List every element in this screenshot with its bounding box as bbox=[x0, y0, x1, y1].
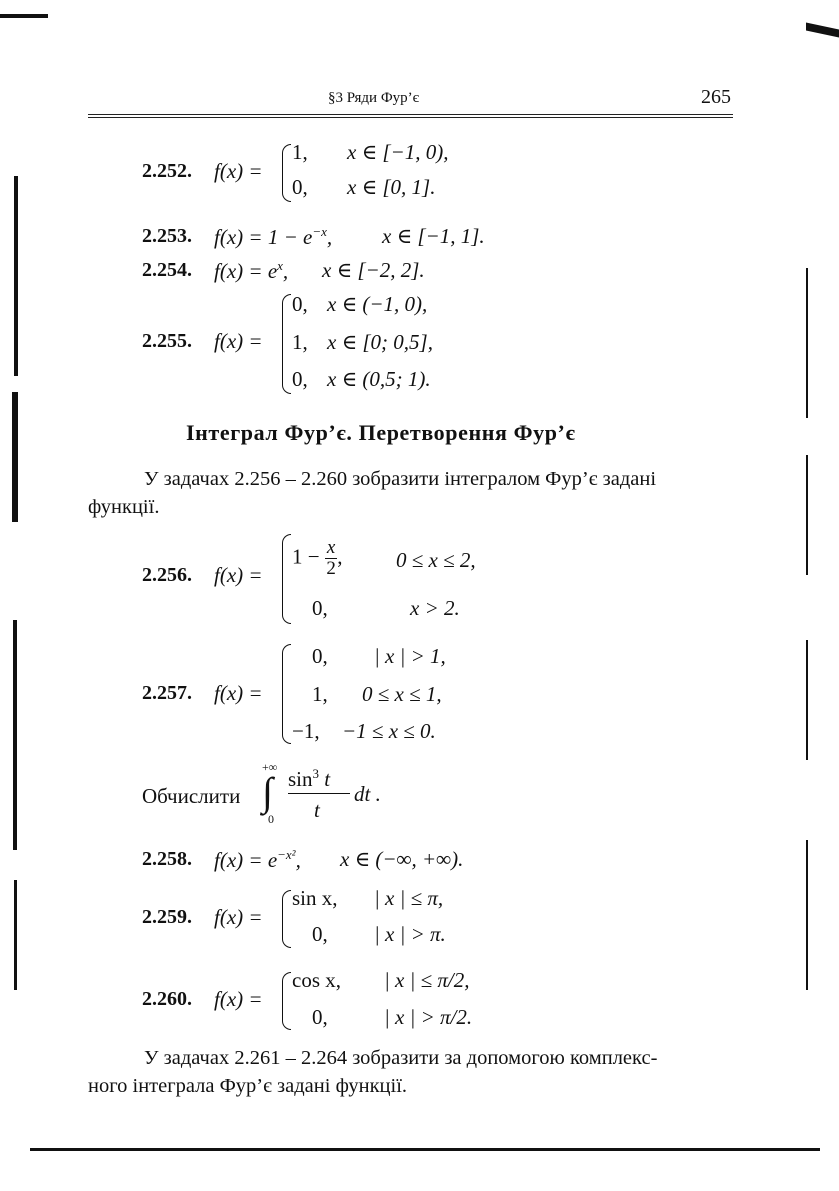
cases-brace bbox=[282, 972, 291, 1030]
case-value: 1, bbox=[292, 330, 308, 354]
integrand-denominator: t bbox=[314, 798, 320, 822]
case-condition: 0 ≤ x ≤ 1, bbox=[362, 682, 442, 706]
case-condition: | x | > π/2. bbox=[384, 1005, 473, 1029]
section-heading: Інтеграл Фур’є. Перетворення Фур’є bbox=[186, 420, 576, 445]
case-value: 1, bbox=[312, 682, 328, 706]
problem-number: 2.260. bbox=[142, 988, 192, 1010]
function-lhs: f(x) = bbox=[214, 905, 263, 929]
case-value: 0, bbox=[312, 922, 328, 946]
case-condition: | x | ≤ π, bbox=[374, 886, 444, 910]
scan-edge-right-2 bbox=[806, 455, 808, 575]
case-value: 0, bbox=[312, 596, 328, 620]
intro-line-2: функції. bbox=[88, 496, 160, 518]
case-condition: | x | > π. bbox=[374, 922, 446, 946]
scan-edge-left-3 bbox=[13, 620, 17, 850]
case-value: 0, bbox=[292, 175, 308, 199]
function-lhs: f(x) = bbox=[214, 681, 263, 705]
domain-condition: x ∈ (−∞, +∞). bbox=[340, 847, 464, 871]
compute-integral bbox=[142, 760, 542, 830]
case-condition: | x | ≤ π/2, bbox=[384, 968, 470, 992]
header-rule bbox=[88, 114, 733, 115]
outro-line-1: У задачах 2.261 – 2.264 зобразити за допомогою комплекс- bbox=[144, 1047, 658, 1069]
problem-2-260 bbox=[142, 968, 582, 1038]
case-condition: x ∈ [−1, 0), bbox=[347, 140, 449, 164]
compute-word: Обчислити bbox=[142, 784, 241, 808]
integral-differential: dt . bbox=[354, 782, 381, 806]
cases-brace bbox=[282, 534, 291, 624]
scan-mark-top-left bbox=[0, 14, 48, 18]
case-condition: x ∈ (0,5; 1). bbox=[327, 367, 431, 391]
integrand-numerator: $\sin^3 t$ bbox=[288, 766, 331, 791]
case-value: 1, bbox=[292, 140, 308, 164]
intro-line-1: У задачах 2.256 – 2.260 зобразити інтегралом Фур’є задані bbox=[144, 468, 657, 490]
cases-brace bbox=[282, 644, 291, 744]
problem-2-252 bbox=[142, 140, 562, 210]
case-condition: x > 2. bbox=[410, 596, 460, 620]
case-value: 0, bbox=[292, 367, 308, 391]
function-expression: $f(x) = e^x$, bbox=[214, 258, 289, 283]
header-section-title: §3 Ряди Фур’є bbox=[328, 90, 420, 106]
scan-edge-right-3 bbox=[806, 640, 808, 760]
problem-number: 2.252. bbox=[142, 160, 192, 182]
case-condition: | x | > 1, bbox=[374, 644, 446, 668]
case-value: 0, bbox=[292, 292, 308, 316]
case-value: cos x, bbox=[292, 968, 341, 992]
function-expression: $f(x) = 1 - e^{-x}$, bbox=[214, 224, 333, 249]
intro-paragraph bbox=[88, 465, 738, 521]
problem-2-256 bbox=[142, 530, 562, 630]
cases-brace bbox=[282, 144, 291, 202]
problem-2-259 bbox=[142, 886, 562, 956]
case-condition: x ∈ [0; 0,5], bbox=[327, 330, 433, 354]
problem-2-253 bbox=[142, 222, 562, 254]
integral-upper-limit: +∞ bbox=[262, 760, 278, 774]
header-page-number: 265 bbox=[701, 86, 731, 108]
function-lhs: f(x) = bbox=[214, 563, 263, 587]
case-condition: x ∈ (−1, 0), bbox=[327, 292, 428, 316]
integral-lower-limit: 0 bbox=[268, 812, 274, 826]
scan-bottom-edge bbox=[30, 1148, 820, 1151]
cases-brace bbox=[282, 890, 291, 948]
scan-edge-right-1 bbox=[806, 268, 808, 418]
case-value: 0, bbox=[312, 1005, 328, 1029]
case-value: 0, bbox=[312, 644, 328, 668]
integrand-fraction-bar bbox=[288, 793, 350, 794]
case-condition: x ∈ [0, 1]. bbox=[347, 175, 436, 199]
function-expression: $f(x) = e^{-x^2}$, bbox=[214, 847, 301, 872]
function-lhs: f(x) = bbox=[214, 329, 263, 353]
case1-expression: 1 − $\frac{x}{2}$ , bbox=[292, 537, 343, 579]
problem-2-257 bbox=[142, 640, 562, 750]
problem-number: 2.253. bbox=[142, 225, 192, 247]
page-header bbox=[88, 88, 733, 112]
scan-edge-left-4 bbox=[14, 880, 17, 990]
problem-number: 2.259. bbox=[142, 906, 192, 928]
domain-condition: x ∈ [−1, 1]. bbox=[382, 224, 485, 248]
case-value: sin x, bbox=[292, 886, 338, 910]
scan-edge-right-4 bbox=[806, 840, 808, 990]
problem-number: 2.257. bbox=[142, 682, 192, 704]
problem-number: 2.258. bbox=[142, 848, 192, 870]
case-condition: −1 ≤ x ≤ 0. bbox=[342, 719, 436, 743]
integral-sign: ∫ bbox=[262, 769, 273, 814]
header-rule-double bbox=[88, 117, 733, 118]
case-condition: 0 ≤ x ≤ 2, bbox=[396, 548, 476, 572]
outro-paragraph bbox=[88, 1044, 748, 1100]
scan-mark-top-right bbox=[806, 22, 839, 37]
problem-2-254 bbox=[142, 256, 562, 288]
domain-condition: x ∈ [−2, 2]. bbox=[322, 258, 425, 282]
problem-number: 2.256. bbox=[142, 564, 192, 586]
outro-line-2: ного інтеграла Фур’є задані функції. bbox=[88, 1075, 408, 1097]
scan-edge-left-1 bbox=[14, 176, 18, 376]
problem-number: 2.255. bbox=[142, 330, 192, 352]
function-lhs: f(x) = bbox=[214, 987, 263, 1011]
case-value: −1, bbox=[292, 719, 320, 743]
cases-brace bbox=[282, 294, 291, 394]
fraction: $\frac{x}{2}$ bbox=[326, 537, 336, 579]
problem-2-258 bbox=[142, 842, 602, 876]
function-lhs: f(x) = bbox=[214, 159, 263, 183]
scan-edge-left-2 bbox=[12, 392, 18, 522]
problem-2-255 bbox=[142, 290, 562, 400]
problem-number: 2.254. bbox=[142, 259, 192, 281]
